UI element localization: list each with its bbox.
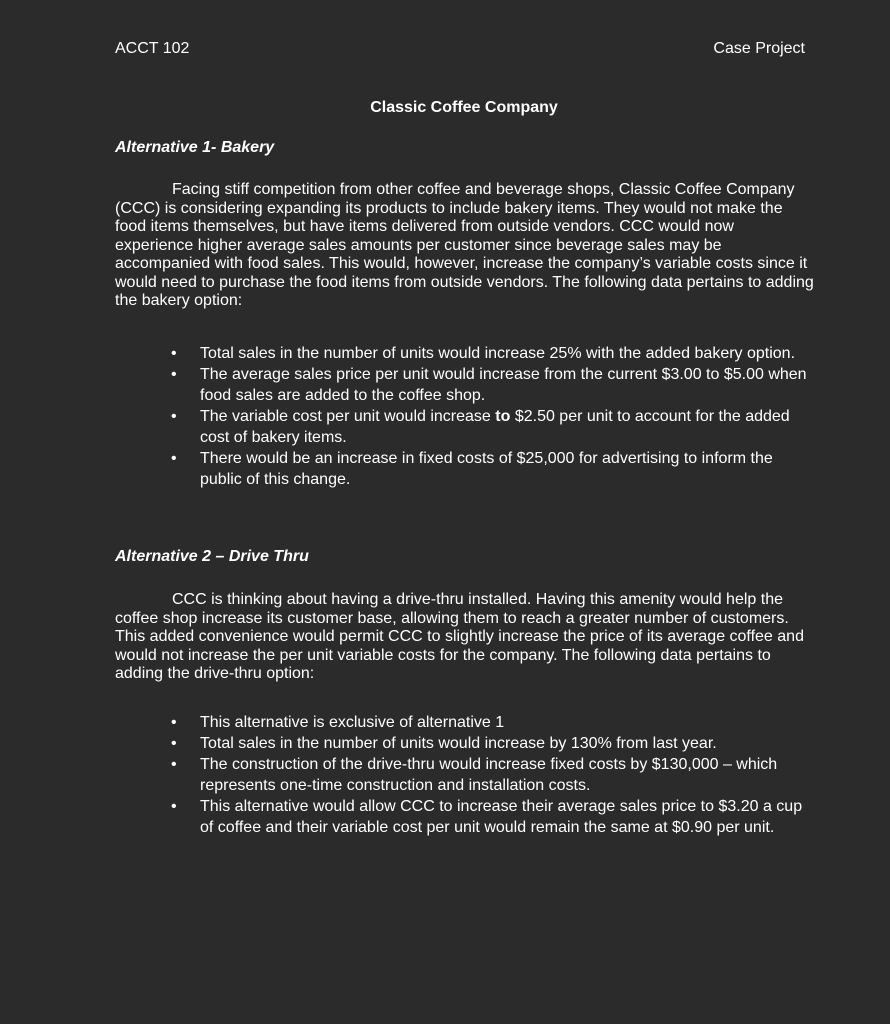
document-type: Case Project — [713, 40, 805, 57]
bullet-icon: • — [171, 756, 177, 773]
bullet-text-bold: to — [495, 408, 511, 425]
list-item — [0, 733, 810, 754]
alternative-1-heading: Alternative 1- Bakery — [115, 139, 275, 156]
bullet-text: The average sales price per unit would increase from the current $3.00 to $5.00 when food sales are added to the coffee shop. — [200, 366, 807, 404]
bullet-icon: • — [171, 408, 177, 425]
alternative-1-paragraph: Facing stiff competition from other coffee and beverage shops, Classic Coffee Company (CCC) is considering expanding its products to include bakery items. They would not make the food items themselves, but have items delivered from outside vendors. CCC would now experience higher average sales amounts per customer since beverage sales may be accompanied with food sales. This would, however, increase the company’s variable costs since it would need to purchase the food items from outside vendors. The following data pertains to adding the bakery option: — [115, 181, 814, 309]
bullet-icon: • — [171, 798, 177, 815]
page-title: Classic Coffee Company — [370, 99, 558, 116]
alternative-2-paragraph: CCC is thinking about having a drive-thru installed. Having this amenity would help the coffee shop increase its customer base, allowing them to reach a greater number of customers. This added convenience would permit CCC to slightly increase the price of its average coffee and would not increase the per unit variable costs for the company. The following data pertains to adding the drive-thru option: — [115, 591, 804, 682]
list-item — [0, 448, 810, 490]
bullet-text: This alternative would allow CCC to increase their average sales price to $3.20 a cup of coffee and their variable cost per unit would remain the same at $0.90 per unit. — [200, 798, 803, 836]
course-code: ACCT 102 — [115, 40, 190, 57]
list-item — [0, 364, 810, 406]
bullet-icon: • — [171, 714, 177, 731]
bullet-icon: • — [171, 345, 177, 362]
list-item — [0, 343, 810, 364]
alternative-1-bullet-list — [0, 343, 810, 490]
bullet-icon: • — [171, 366, 177, 383]
bullet-icon: • — [171, 735, 177, 752]
bullet-icon: • — [171, 450, 177, 467]
bullet-text-end: $2.50 per unit to account for the added cost of bakery items. — [200, 408, 790, 446]
list-item — [0, 796, 810, 838]
bullet-text: This alternative is exclusive of alternative 1 — [200, 714, 505, 731]
list-item — [0, 406, 810, 448]
bullet-text: The construction of the drive-thru would increase fixed costs by $130,000 – which represents one-time construction and installation costs. — [200, 756, 778, 794]
list-item — [0, 712, 810, 733]
list-item — [0, 754, 810, 796]
bullet-text: There would be an increase in fixed costs of $25,000 for advertising to inform the public of this change. — [200, 450, 773, 488]
bullet-text-start: The variable cost per unit would increase — [200, 408, 496, 425]
bullet-text: Total sales in the number of units would increase by 130% from last year. — [200, 735, 717, 752]
alternative-2-bullet-list — [0, 712, 810, 838]
bullet-text: Total sales in the number of units would increase 25% with the added bakery option. — [200, 345, 796, 362]
alternative-2-heading: Alternative 2 – Drive Thru — [115, 548, 309, 565]
